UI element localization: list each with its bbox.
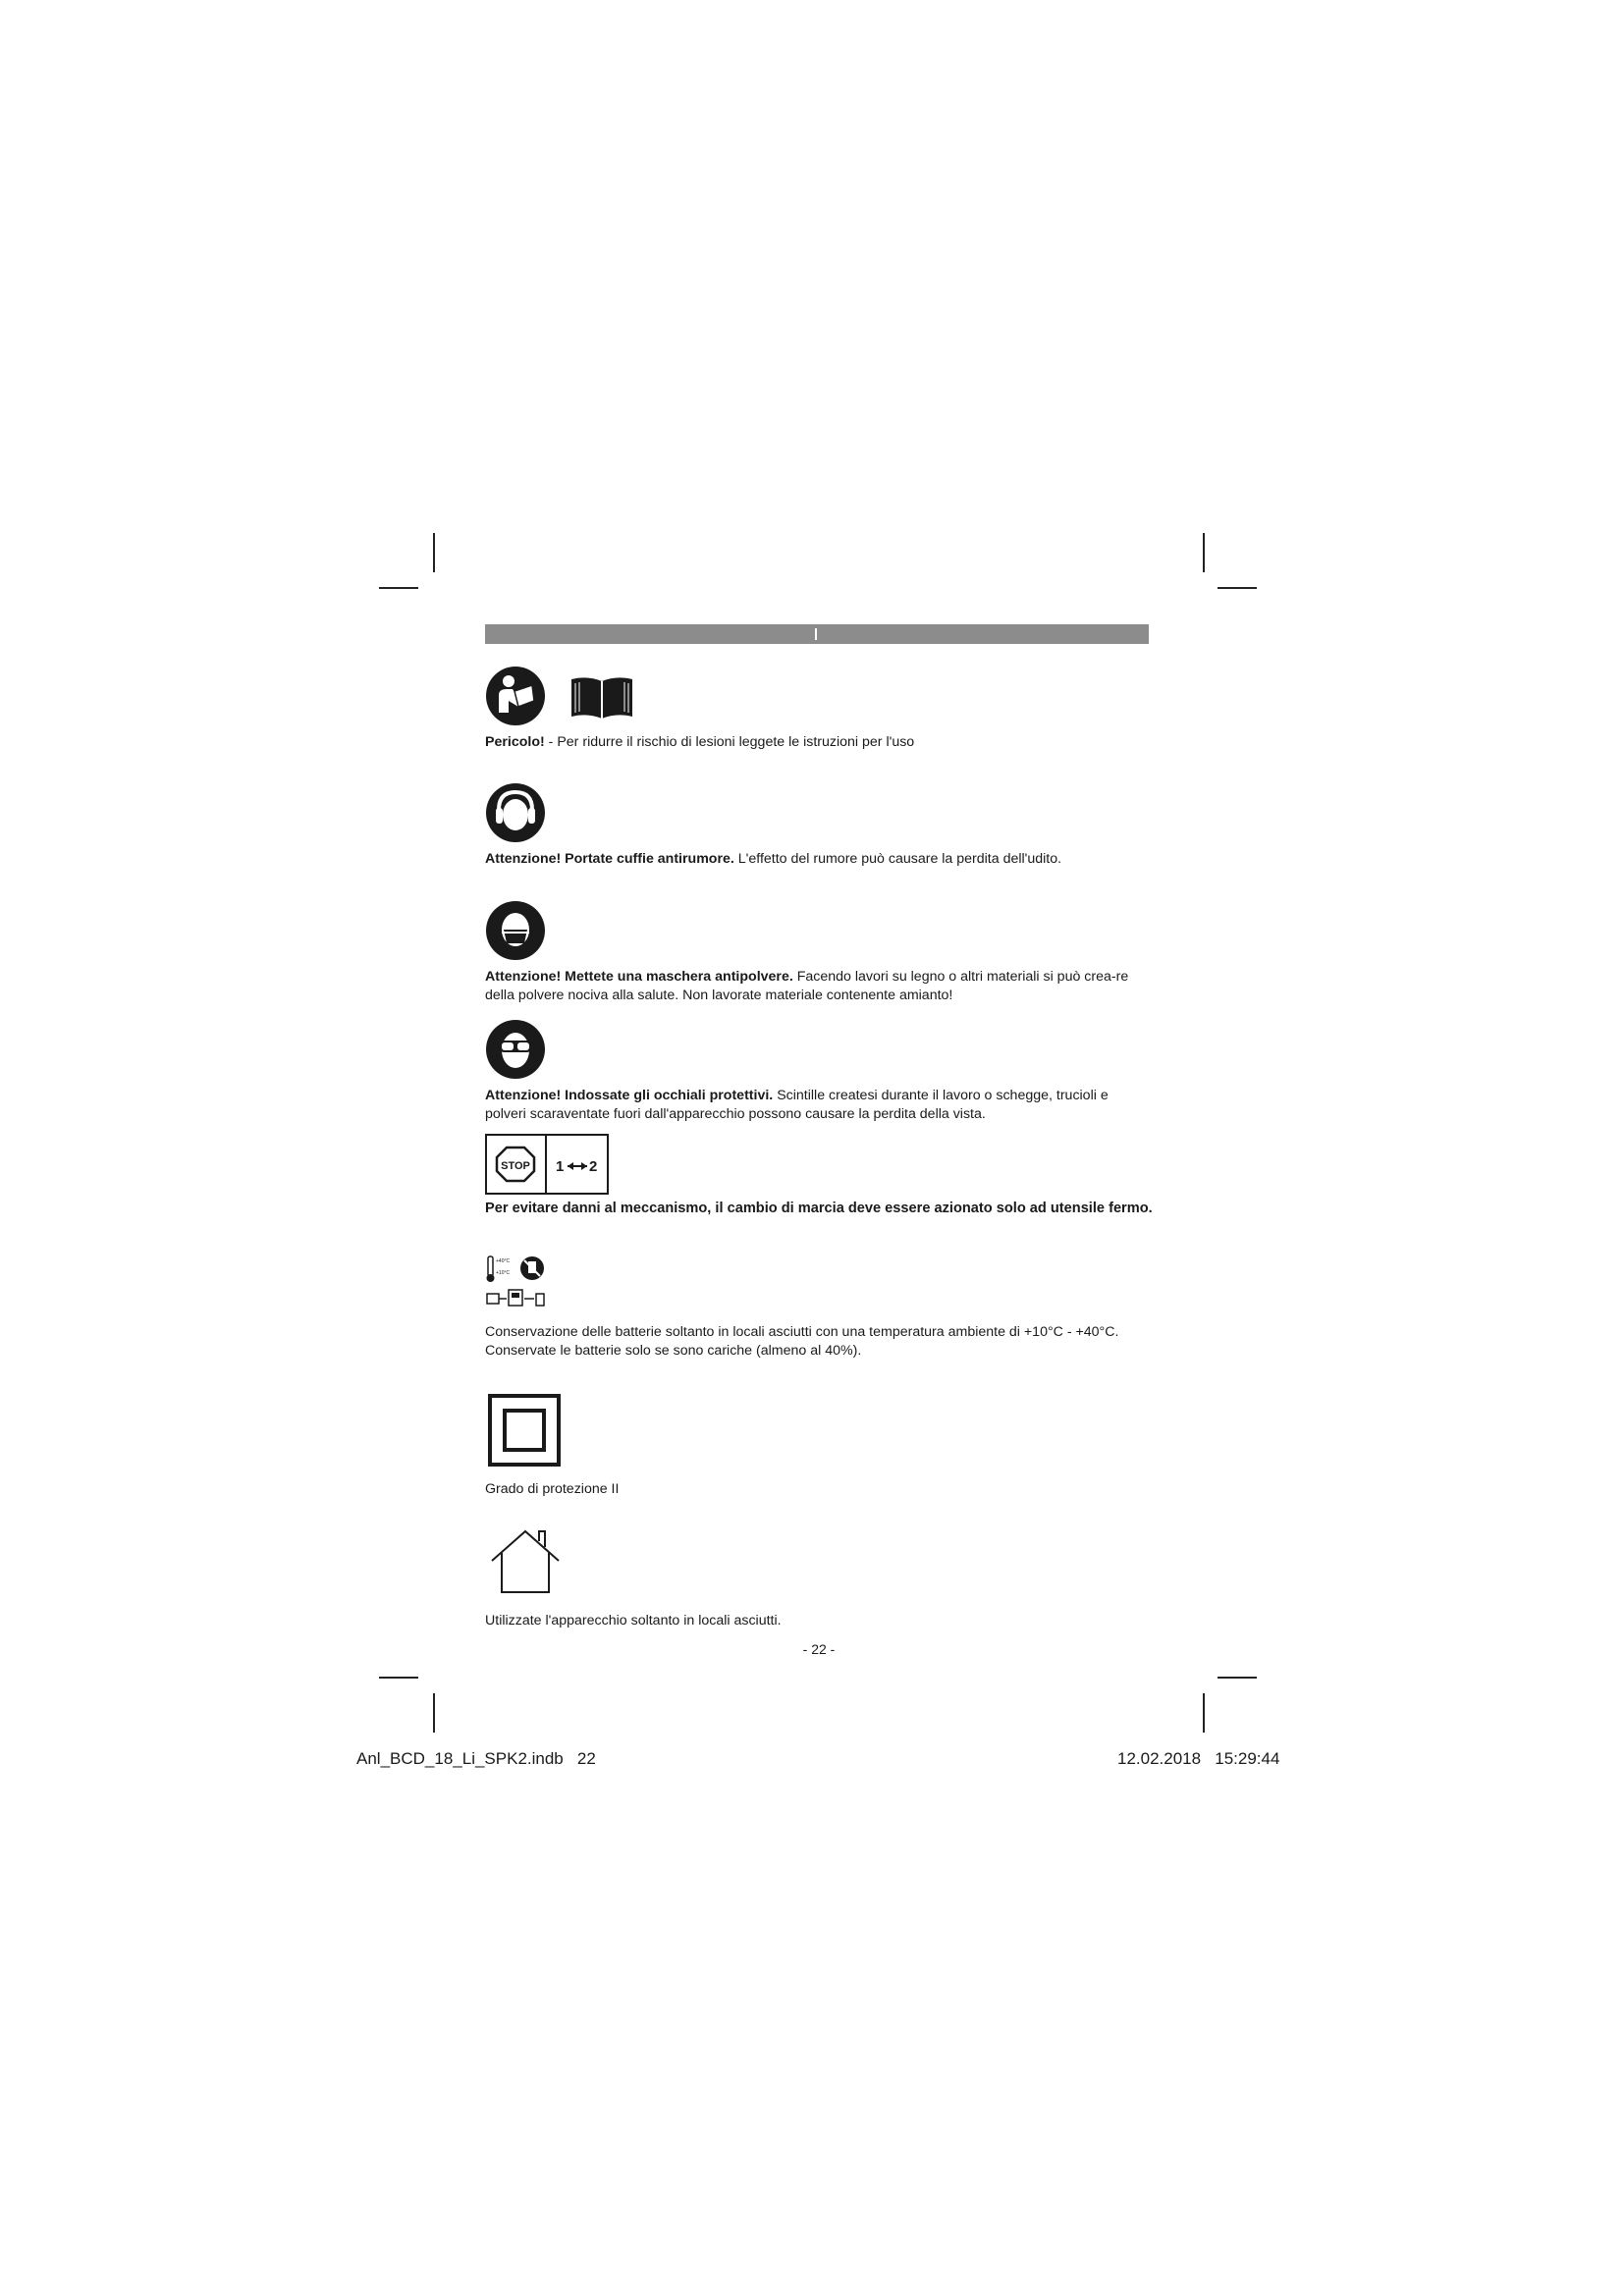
page-number: - 22 -	[802, 1641, 836, 1657]
crop-mark	[1203, 533, 1205, 572]
crop-mark	[433, 533, 435, 572]
gear-label-1: 1	[556, 1158, 565, 1175]
section-2-text: Attenzione! Portate cuffie antirumore. L'effetto del rumore può causare la perdita dell'udito.	[485, 851, 1062, 867]
footer-datetime: 12.02.2018 15:29:44	[1117, 1749, 1280, 1768]
section-6-text: Conservazione delle batterie soltanto in locali asciutti con una temperatura ambiente di +10°C - +40°C. Conservate le batterie solo se sono cariche (almeno al 40%).	[485, 1324, 1119, 1359]
stop-label: STOP	[501, 1160, 530, 1172]
crop-mark	[1203, 1693, 1205, 1733]
section-4-text: Attenzione! Indossate gli occhiali protettivi. Scintille createsi durante il lavoro o schegge, trucioli e polveri scaraventate fuori dall'apparecchio possono causare la perdita della vista.	[485, 1088, 1109, 1122]
book-icon	[568, 673, 636, 722]
section-1-text: Pericolo! - Per ridurre il rischio di lesioni leggete le istruzioni per l'uso	[485, 734, 915, 750]
temp-low-label: +10°C	[496, 1270, 511, 1276]
header-bar	[485, 624, 1149, 644]
crop-mark	[1218, 1677, 1257, 1679]
battery-storage-icon	[485, 1255, 554, 1311]
section-5-text: Per evitare danni al meccanismo, il cambio di marcia deve essere azionato solo ad utensile fermo.	[485, 1201, 1153, 1216]
safety-goggles-icon	[485, 1019, 546, 1080]
footer-file: Anl_BCD_18_Li_SPK2.indb 22	[356, 1749, 596, 1768]
crop-mark	[433, 1693, 435, 1733]
indoor-use-icon	[488, 1527, 563, 1596]
ear-protection-icon	[485, 782, 546, 843]
section-3-text: Attenzione! Mettete una maschera antipolvere. Facendo lavori su legno o altri materiali si può crea-re della polvere nociva alla salute. Non lavorate materiale contenente amianto!	[485, 969, 1129, 1003]
section-7-text: Grado di protezione II	[485, 1481, 620, 1497]
section-8-text: Utilizzate l'apparecchio soltanto in locali asciutti.	[485, 1613, 782, 1629]
gear-label-2: 2	[589, 1158, 598, 1175]
dust-mask-icon	[485, 900, 546, 961]
crop-mark	[379, 1677, 418, 1679]
temp-high-label: +40°C	[496, 1258, 511, 1264]
read-manual-icon	[485, 666, 546, 726]
stop-gear-icon	[485, 1134, 609, 1195]
crop-mark	[379, 587, 418, 589]
protection-class-ii-icon	[488, 1394, 561, 1467]
crop-mark	[1218, 587, 1257, 589]
